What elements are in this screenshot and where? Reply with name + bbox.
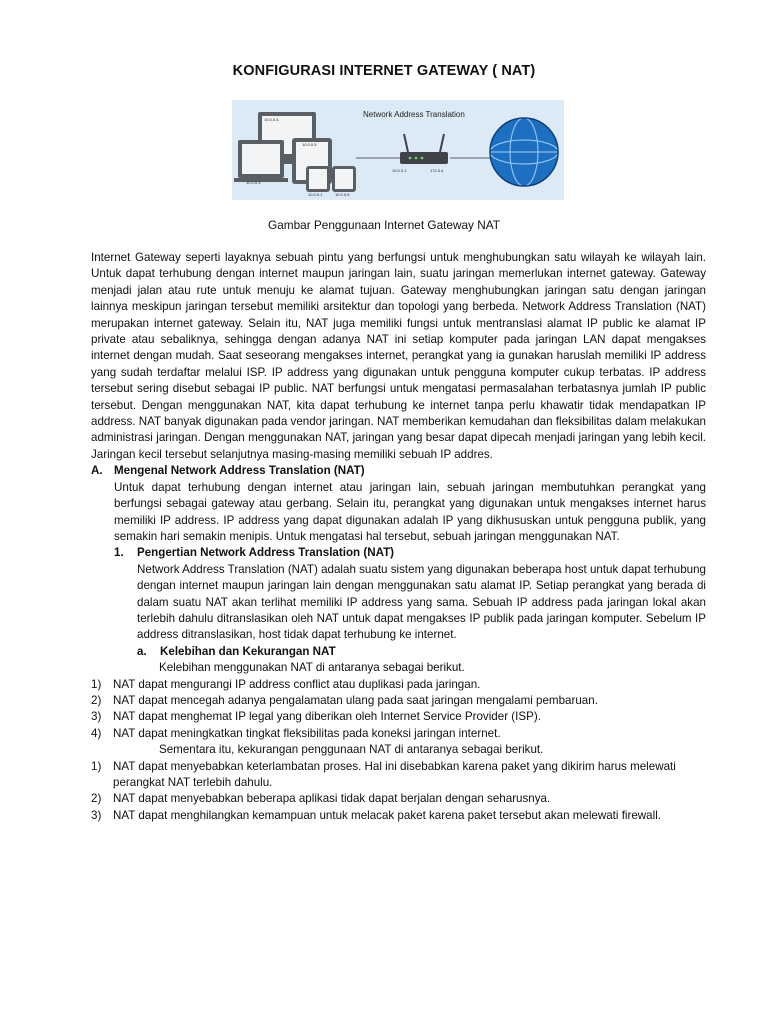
subsection-a-title: Kelebihan dan Kekurangan NAT [160, 644, 336, 658]
ip-label: 10.0.0.1 [392, 168, 407, 173]
section-a-paragraph: Untuk dapat terhubung dengan internet atau jaringan lain, sebuah jaringan membutuhkan perangkat yang berfungsi sebagai gateway atau gerbang. Selain itu, perangkat yang digunakan untuk mengakses internet harus memiliki IP address. IP address yang dapat digunakan adalah IP yang dikhususkan untuk pengguna publik, yang semakin hari semakin menipis. Untuk mengatasi hal tersebut, sebuah jaringan menggunakan NAT. [114, 480, 706, 543]
intro-paragraph: Internet Gateway seperti layaknya sebuah pintu yang berfungsi untuk menghubungkan satu wilayah ke wilayah lain. Untuk dapat terhubung dengan internet maupun jaringan lain, suatu jaringan memerlukan internet gateway. Gateway menjadi jalan atau rute untuk menuju ke alamat tujuan. Gateway menghubungkan jaringan satu dengan jaringan lainnya meskipun jaringan tersebut memiliki arsitektur dan topologi yang berbeda. Network Address Translation (NAT) merupakan internet gateway. Selain itu, NAT juga memiliki fungsi untuk mentranslasi alamat IP public ke alamat IP private atau sebaliknya, sehingga dengan adanya NAT ini setiap komputer pada jaringan LAN dapat mengakses internet dengan mudah. Saat seseorang mengakses internet, perangkat yang ia gunakan haruslah memiliki IP address yang sudah terdaftar melalui ISP. IP address yang digunakan untuk pengguna komputer cukup terbatas. IP address tersebut sering disebut sebagai IP public. NAT berfungsi untuk mengatasi permasalahan terbatasnya jumlah IP public tersebut. Dengan menggunakan NAT, kita dapat terhubung ke internet tanpa perlu khawatir tidak mendapatkan IP address. NAT banyak digunakan pada vendor jaringan. NAT memberikan kemudahan dan fleksibilitas dalam melakukan administrasi jaringan. Dengan menggunakan NAT, jaringan yang besar dapat dipecah menjadi jaringan yang lebih kecil. Jaringan kecil tersebut selanjutnya masing-masing memiliki sebuah IP addres. [91, 251, 706, 461]
section-a-heading [91, 463, 706, 479]
advantages-list [91, 677, 706, 743]
document-title: KONFIGURASI INTERNET GATEWAY ( NAT) [232, 63, 536, 79]
globe-icon [490, 118, 558, 186]
section-1-heading [91, 545, 706, 561]
list-item: 2) NAT dapat mencegah adanya pengalamatan ulang pada saat jaringan mengalami pembaruan. [91, 693, 598, 707]
figure-caption: Gambar Penggunaan Internet Gateway NAT [268, 218, 500, 232]
figure-heading: Network Address Translation [363, 110, 465, 119]
ip-label: 10.0.0.5 [302, 142, 317, 147]
list-item: 3) NAT dapat menghilangkan kemampuan untuk melacak paket karena paket tersebut akan melewati firewall. [91, 808, 662, 822]
list-item: 2) NAT dapat menyebabkan beberapa aplikasi tidak dapat berjalan dengan seharusnya. [91, 792, 551, 806]
list-item: 1) NAT dapat mengurangi IP address conflict atau duplikasi pada jaringan. [91, 677, 481, 691]
document-body [91, 250, 706, 824]
ip-label: 10.0.0.4 [264, 117, 279, 122]
disadvantages-list [91, 759, 706, 825]
ip-label: 10.0.0.1 [308, 192, 323, 197]
ip-label: 172.3.4 [430, 168, 444, 173]
disadvantages-intro: Sementara itu, kekurangan penggunaan NAT di antaranya sebagai berikut. [159, 743, 544, 757]
ip-label: 10.0.0.3 [246, 180, 261, 185]
advantages-intro: Kelebihan menggunakan NAT di antaranya sebagai berikut. [159, 661, 465, 675]
subsection-a-label: a. [137, 644, 147, 658]
section-1-title: Pengertian Network Address Translation (NAT) [137, 546, 395, 560]
list-item: 1) NAT dapat menyebabkan keterlambatan proses. Hal ini disebabkan karena paket yang dikirim harus melewati perangkat NAT terlebih dahulu. [91, 759, 676, 789]
list-item: 4) NAT dapat meningkatkan tingkat fleksibilitas pada koneksi jaringan internet. [91, 726, 501, 740]
list-item: 3) NAT dapat menghemat IP legal yang diberikan oleh Internet Service Provider (ISP). [91, 710, 541, 724]
nat-diagram-figure [232, 100, 564, 200]
section-1-label: 1. [114, 546, 124, 560]
section-1-paragraph: Network Address Translation (NAT) adalah suatu sistem yang digunakan beberapa host untuk dapat terhubung dengan internet maupun jaringan lain dengan menggunakan satu alamat IP. Setiap perangkat yang berada di dalam suatu NAT akan terlihat memiliki IP address yang sama. Sebuah IP address pada jaringan lokal akan terlebih dahulu ditranslasikan oleh NAT untuk dapat mengakses IP publik pada jaringan komputer. Sebelum IP address ditranslasikan, host tidak dapat terhubung ke internet. [137, 562, 706, 642]
ip-label: 10.0.0.6 [335, 192, 350, 197]
section-a-title: Mengenal Network Address Translation (NAT) [114, 464, 365, 478]
section-a-label: A. [91, 464, 103, 478]
section-a-sub-heading [91, 644, 706, 660]
